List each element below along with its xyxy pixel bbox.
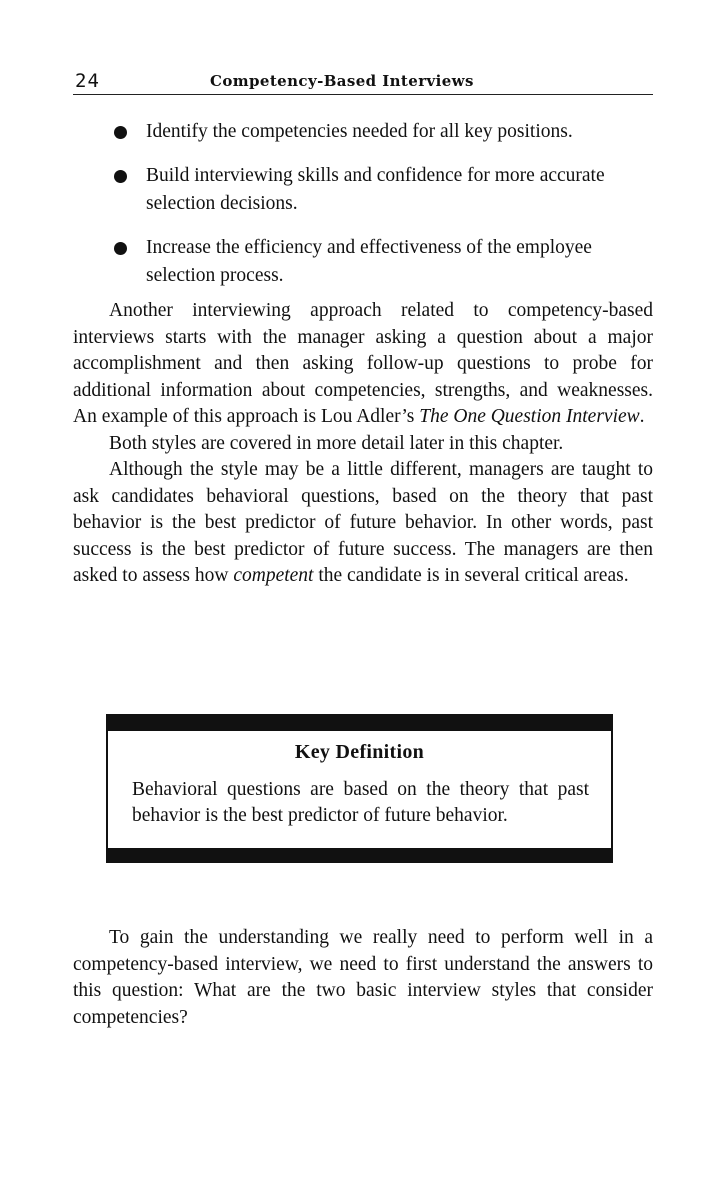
paragraph-behavioral [73,457,653,590]
paragraph-text: the candidate is in several critical areas. [313,565,629,586]
bullet-icon [114,170,127,183]
page-header [73,68,653,95]
body-text-lower [73,925,653,1031]
key-definition-title: Key Definition [294,741,425,763]
page-number: 24 [75,70,100,92]
paragraph-styles: Both styles are covered in more detail later in this chapter. [109,432,564,454]
emphasis-word: competent [233,565,314,586]
key-definition-text: Behavioral questions are based on the theory that past behavior is the best predictor of future behavior. [132,779,589,826]
paragraph-text: Another interviewing approach related to competency-based interviews starts with the manager asking a question about a major accomplishment and then asking follow-up questions to probe for additional information about competencies, strengths, and weaknesses. An example of this approach is Lou Adler’s [73,300,653,427]
bullet-icon [114,126,127,139]
list-item-text: Build interviewing skills and confidence for more accurate selection decisions. [146,164,605,214]
bullet-icon [114,242,127,255]
book-title: The One Question Interview [419,406,640,427]
key-definition-content [108,731,611,848]
list-item-text: Increase the efficiency and effectiveness of the employee selection process. [146,236,592,286]
key-definition-box [106,714,613,863]
paragraph-text: Although the style may be a little different, managers are taught to ask candidates behavioral questions, based on the theory that past behavior is the best predictor of future behavior. In other words, past success is the best predictor of future success. The managers are then asked to assess how [73,459,653,586]
bullet-list [108,118,654,306]
list-item [108,162,654,219]
running-title: Competency-Based Interviews [210,72,474,90]
paragraph-adler [73,298,653,431]
list-item [108,234,654,291]
list-item [108,118,654,147]
body-text-upper [73,298,653,590]
paragraph-text: . [639,406,645,427]
paragraph-understanding: To gain the understanding we really need to perform well in a competency-based interview, we need to first understand the answers to this question: What are the two basic interview styles that consider competencies? [73,927,653,1028]
list-item-text: Identify the competencies needed for all key positions. [146,121,573,142]
